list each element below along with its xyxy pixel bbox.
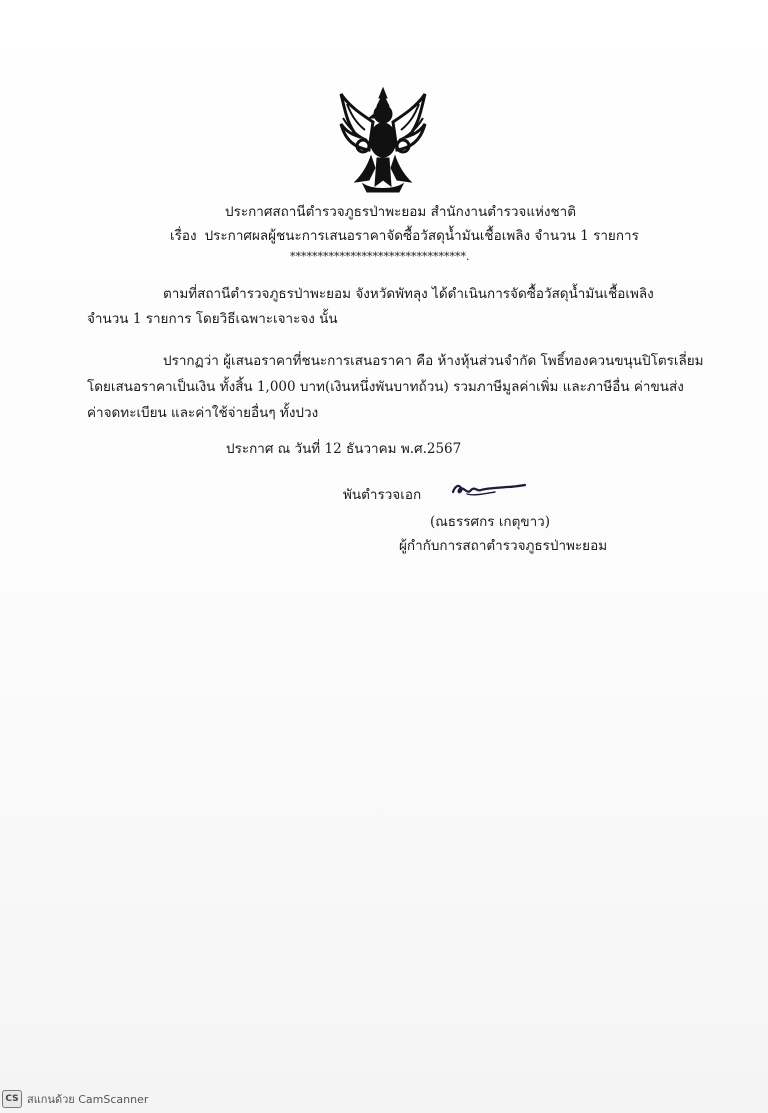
paragraph-1-line-1: ตามที่สถานีตำรวจภูธรป่าพะยอม จังหวัดพัทลุง ได้ดำเนินการจัดซื้อวัสดุน้ำมันเชื้อเพลิง	[163, 286, 654, 302]
signer-name: (ณธรรศกร เกตุขาว)	[430, 514, 551, 530]
signer-rank: พันตำรวจเอก	[343, 487, 422, 503]
scanner-watermark-text: สแกนด้วย CamScanner	[27, 1093, 149, 1106]
announcement-title: ประกาศสถานีตำรวจภูธรป่าพะยอม สำนักงานตำรวจแห่งชาติ	[225, 204, 577, 220]
scanner-watermark	[0, 1089, 148, 1109]
subject-text: ประกาศผลผู้ชนะการเสนอราคาจัดซื้อวัสดุน้ำมันเชื้อเพลิง จำนวน 1 รายการ	[204, 228, 639, 244]
garuda-emblem-icon	[333, 84, 433, 194]
paragraph-2-line-2: โดยเสนอราคาเป็นเงิน ทั้งสิ้น 1,000 บาท(เงินหนึ่งพันบาทถ้วน) รวมภาษีมูลค่าเพิ่ม และภาษีอื่น ค่าขนส่ง	[87, 379, 684, 395]
announcement-subject	[170, 227, 639, 245]
camscanner-logo-icon: CS	[2, 1090, 22, 1108]
paragraph-1-line-2: จำนวน 1 รายการ โดยวิธีเฉพาะเจาะจง นั้น	[87, 311, 338, 327]
subject-label: เรื่อง	[170, 228, 197, 244]
handwritten-signature-icon	[447, 478, 529, 502]
announcement-date: ประกาศ ณ วันที่ 12 ธันวาคม พ.ศ.2567	[226, 441, 462, 457]
paragraph-2-line-1: ปรากฏว่า ผู้เสนอราคาที่ชนะการเสนอราคา คือ ห้างหุ้นส่วนจำกัด โพธิ์ทองควนขนุนปิโตรเลี่ยม	[163, 353, 704, 369]
separator-line: ********************************.	[290, 250, 470, 263]
signer-position: ผู้กำกับการสถาตำรวจภูธรป่าพะยอม	[399, 538, 608, 554]
paragraph-2-line-3: ค่าจดทะเบียน และค่าใช้จ่ายอื่นๆ ทั้งปวง	[87, 405, 319, 421]
